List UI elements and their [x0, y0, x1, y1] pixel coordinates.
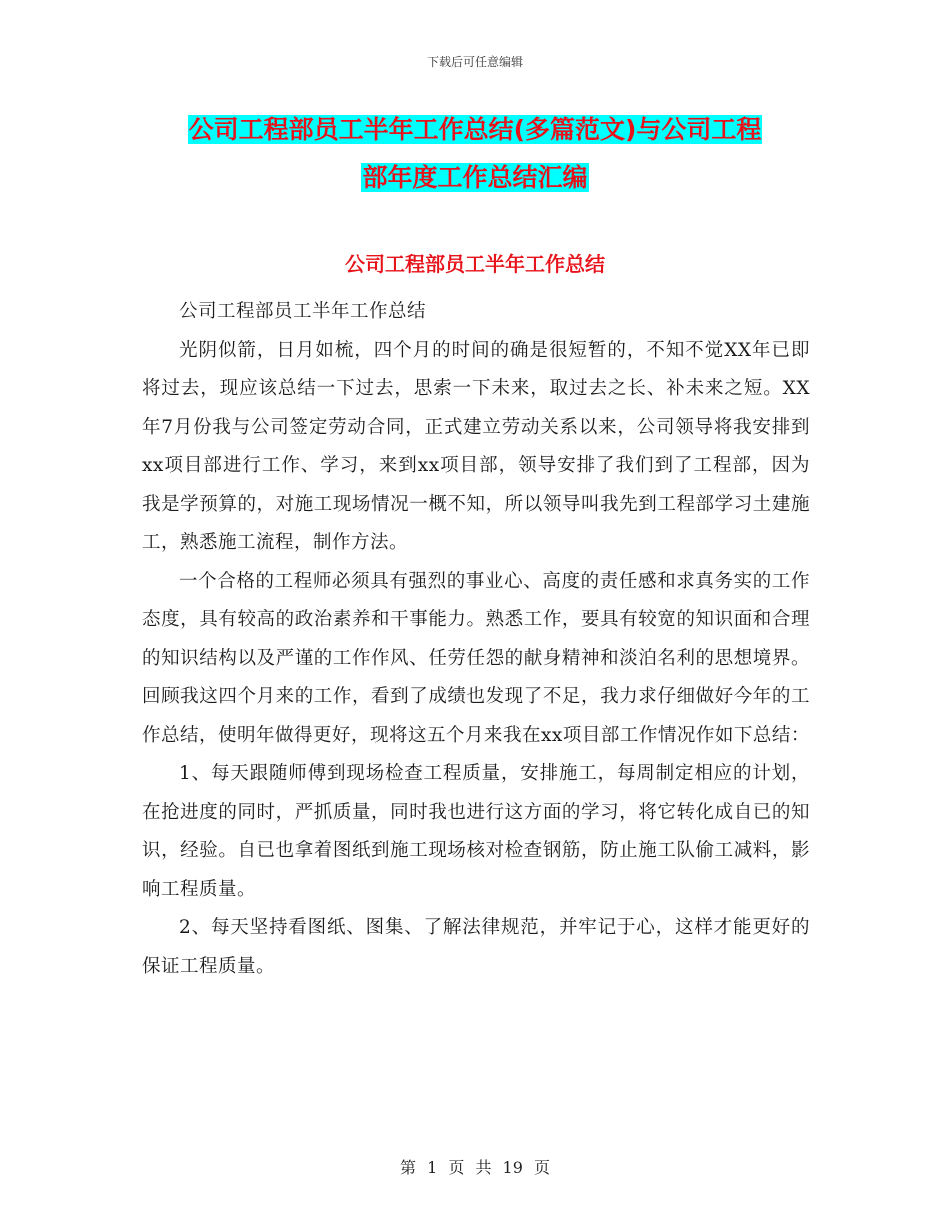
- document-body: [142, 293, 810, 986]
- paragraph: 1、每天跟随师傅到现场检查工程质量，安排施工，每周制定相应的计划，在抢进度的同时，严抓质量，同时我也进行这方面的学习，将它转化成自已的知识，经验。自已也拿着图纸到施工现场核对检查钢筋，防止施工队偷工减料，影响工程质量。: [142, 763, 810, 900]
- page-number: 第 1 页 共 19 页: [400, 1158, 550, 1177]
- paragraph: 光阴似箭，日月如梳，四个月的时间的确是很短暂的，不知不觉XX年已即将过去，现应该总结一下过去，思索一下未来，取过去之长、补未来之短。XX年7月份我与公司签定劳动合同，正式建立劳动关系以来，公司领导将我安排到xx项目部进行工作、学习，来到xx项目部，领导安排了我们到了工程部，因为我是学预算的，对施工现场情况一概不知，所以领导叫我先到工程部学习土建施工，熟悉施工流程，制作方法。: [142, 339, 810, 553]
- document-title: [150, 106, 800, 202]
- paragraph-subtitle: 公司工程部员工半年工作总结: [179, 301, 427, 322]
- section-title: 公司工程部员工半年工作总结: [345, 252, 605, 276]
- document-title-line-1: 公司工程部员工半年工作总结(多篇范文)与公司工程: [188, 115, 762, 144]
- paragraph: 2、每天坚持看图纸、图集、了解法律规范，并牢记于心，这样才能更好的保证工程质量。: [142, 917, 810, 977]
- header-note: 下载后可任意编辑: [426, 55, 523, 69]
- paragraph: 一个合格的工程师必须具有强烈的事业心、高度的责任感和求真务实的工作态度，具有较高的政治素养和干事能力。熟悉工作，要具有较宽的知识面和合理的知识结构以及严谨的工作作风、任劳任怨的献身精神和淡泊名利的思想境界。回顾我这四个月来的工作，看到了成绩也发现了不足，我力求仔细做好今年的工作总结，使明年做得更好，现将这五个月来我在xx项目部工作情况作如下总结：: [142, 570, 810, 746]
- document-title-line-2: 部年度工作总结汇编: [362, 163, 588, 192]
